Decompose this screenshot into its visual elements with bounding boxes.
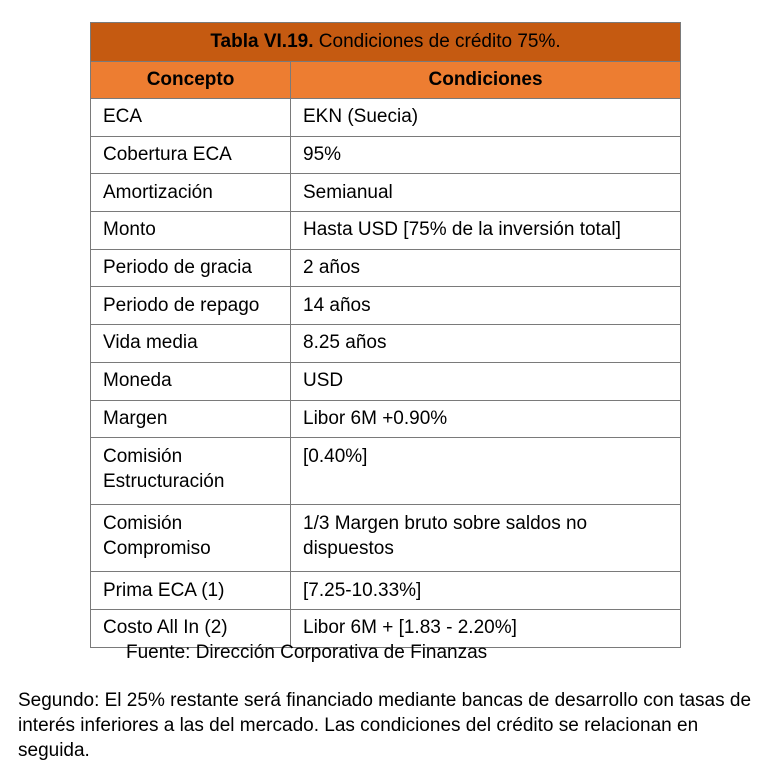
cell-concepto: Vida media bbox=[91, 325, 291, 363]
body-paragraph: Segundo: El 25% restante será financiado mediante bancas de desarrollo con tasas de interés inferiores a las del mercado. Las condiciones del crédito se relacionan en seguida. bbox=[18, 690, 752, 761]
cell-condicion: 2 años bbox=[291, 249, 681, 287]
cell-concepto: Moneda bbox=[91, 362, 291, 400]
table-title-label: Tabla VI.19. bbox=[210, 31, 314, 52]
table-source-note: Fuente: Dirección Corporativa de Finanzas bbox=[126, 642, 488, 663]
cell-condicion: Hasta USD [75% de la inversión total] bbox=[291, 212, 681, 250]
table-title bbox=[91, 23, 681, 62]
cell-concepto: Margen bbox=[91, 400, 291, 438]
table-row bbox=[91, 572, 681, 610]
cell-concepto: Periodo de repago bbox=[91, 287, 291, 325]
table-row bbox=[91, 400, 681, 438]
table-row bbox=[91, 362, 681, 400]
table-row bbox=[91, 505, 681, 572]
table-row bbox=[91, 325, 681, 363]
cell-concepto: Prima ECA (1) bbox=[91, 572, 291, 610]
cell-concepto: Amortización bbox=[91, 174, 291, 212]
header-condiciones: Condiciones bbox=[291, 62, 681, 99]
cell-condicion: Semianual bbox=[291, 174, 681, 212]
cell-concepto: Comisión Estructuración bbox=[91, 438, 291, 505]
header-concepto: Concepto bbox=[91, 62, 291, 99]
table-title-text: Condiciones de crédito 75%. bbox=[313, 31, 561, 52]
cell-condicion: Libor 6M + [1.83 - 2.20%] bbox=[291, 609, 681, 647]
cell-concepto: Comisión Compromiso bbox=[91, 505, 291, 572]
credit-conditions-table-container bbox=[90, 22, 680, 648]
table-header-row bbox=[91, 62, 681, 99]
table-row bbox=[91, 249, 681, 287]
credit-conditions-table bbox=[90, 22, 681, 648]
cell-condicion: 95% bbox=[291, 136, 681, 174]
table-row bbox=[91, 287, 681, 325]
cell-concepto: Costo All In (2) bbox=[91, 609, 291, 647]
cell-concepto: ECA bbox=[91, 99, 291, 137]
cell-condicion: Libor 6M +0.90% bbox=[291, 400, 681, 438]
cell-concepto: Cobertura ECA bbox=[91, 136, 291, 174]
cell-concepto: Monto bbox=[91, 212, 291, 250]
cell-condicion: 8.25 años bbox=[291, 325, 681, 363]
cell-condicion: [0.40%] bbox=[291, 438, 681, 505]
table-title-row bbox=[91, 23, 681, 62]
cell-condicion: 1/3 Margen bruto sobre saldos no dispuestos bbox=[291, 505, 681, 572]
cell-condicion: 14 años bbox=[291, 287, 681, 325]
cell-condicion: EKN (Suecia) bbox=[291, 99, 681, 137]
cell-condicion: [7.25-10.33%] bbox=[291, 572, 681, 610]
table-row bbox=[91, 438, 681, 505]
table-row bbox=[91, 212, 681, 250]
table-row bbox=[91, 174, 681, 212]
table-row bbox=[91, 99, 681, 137]
cell-condicion: USD bbox=[291, 362, 681, 400]
cell-concepto: Periodo de gracia bbox=[91, 249, 291, 287]
table-row bbox=[91, 136, 681, 174]
